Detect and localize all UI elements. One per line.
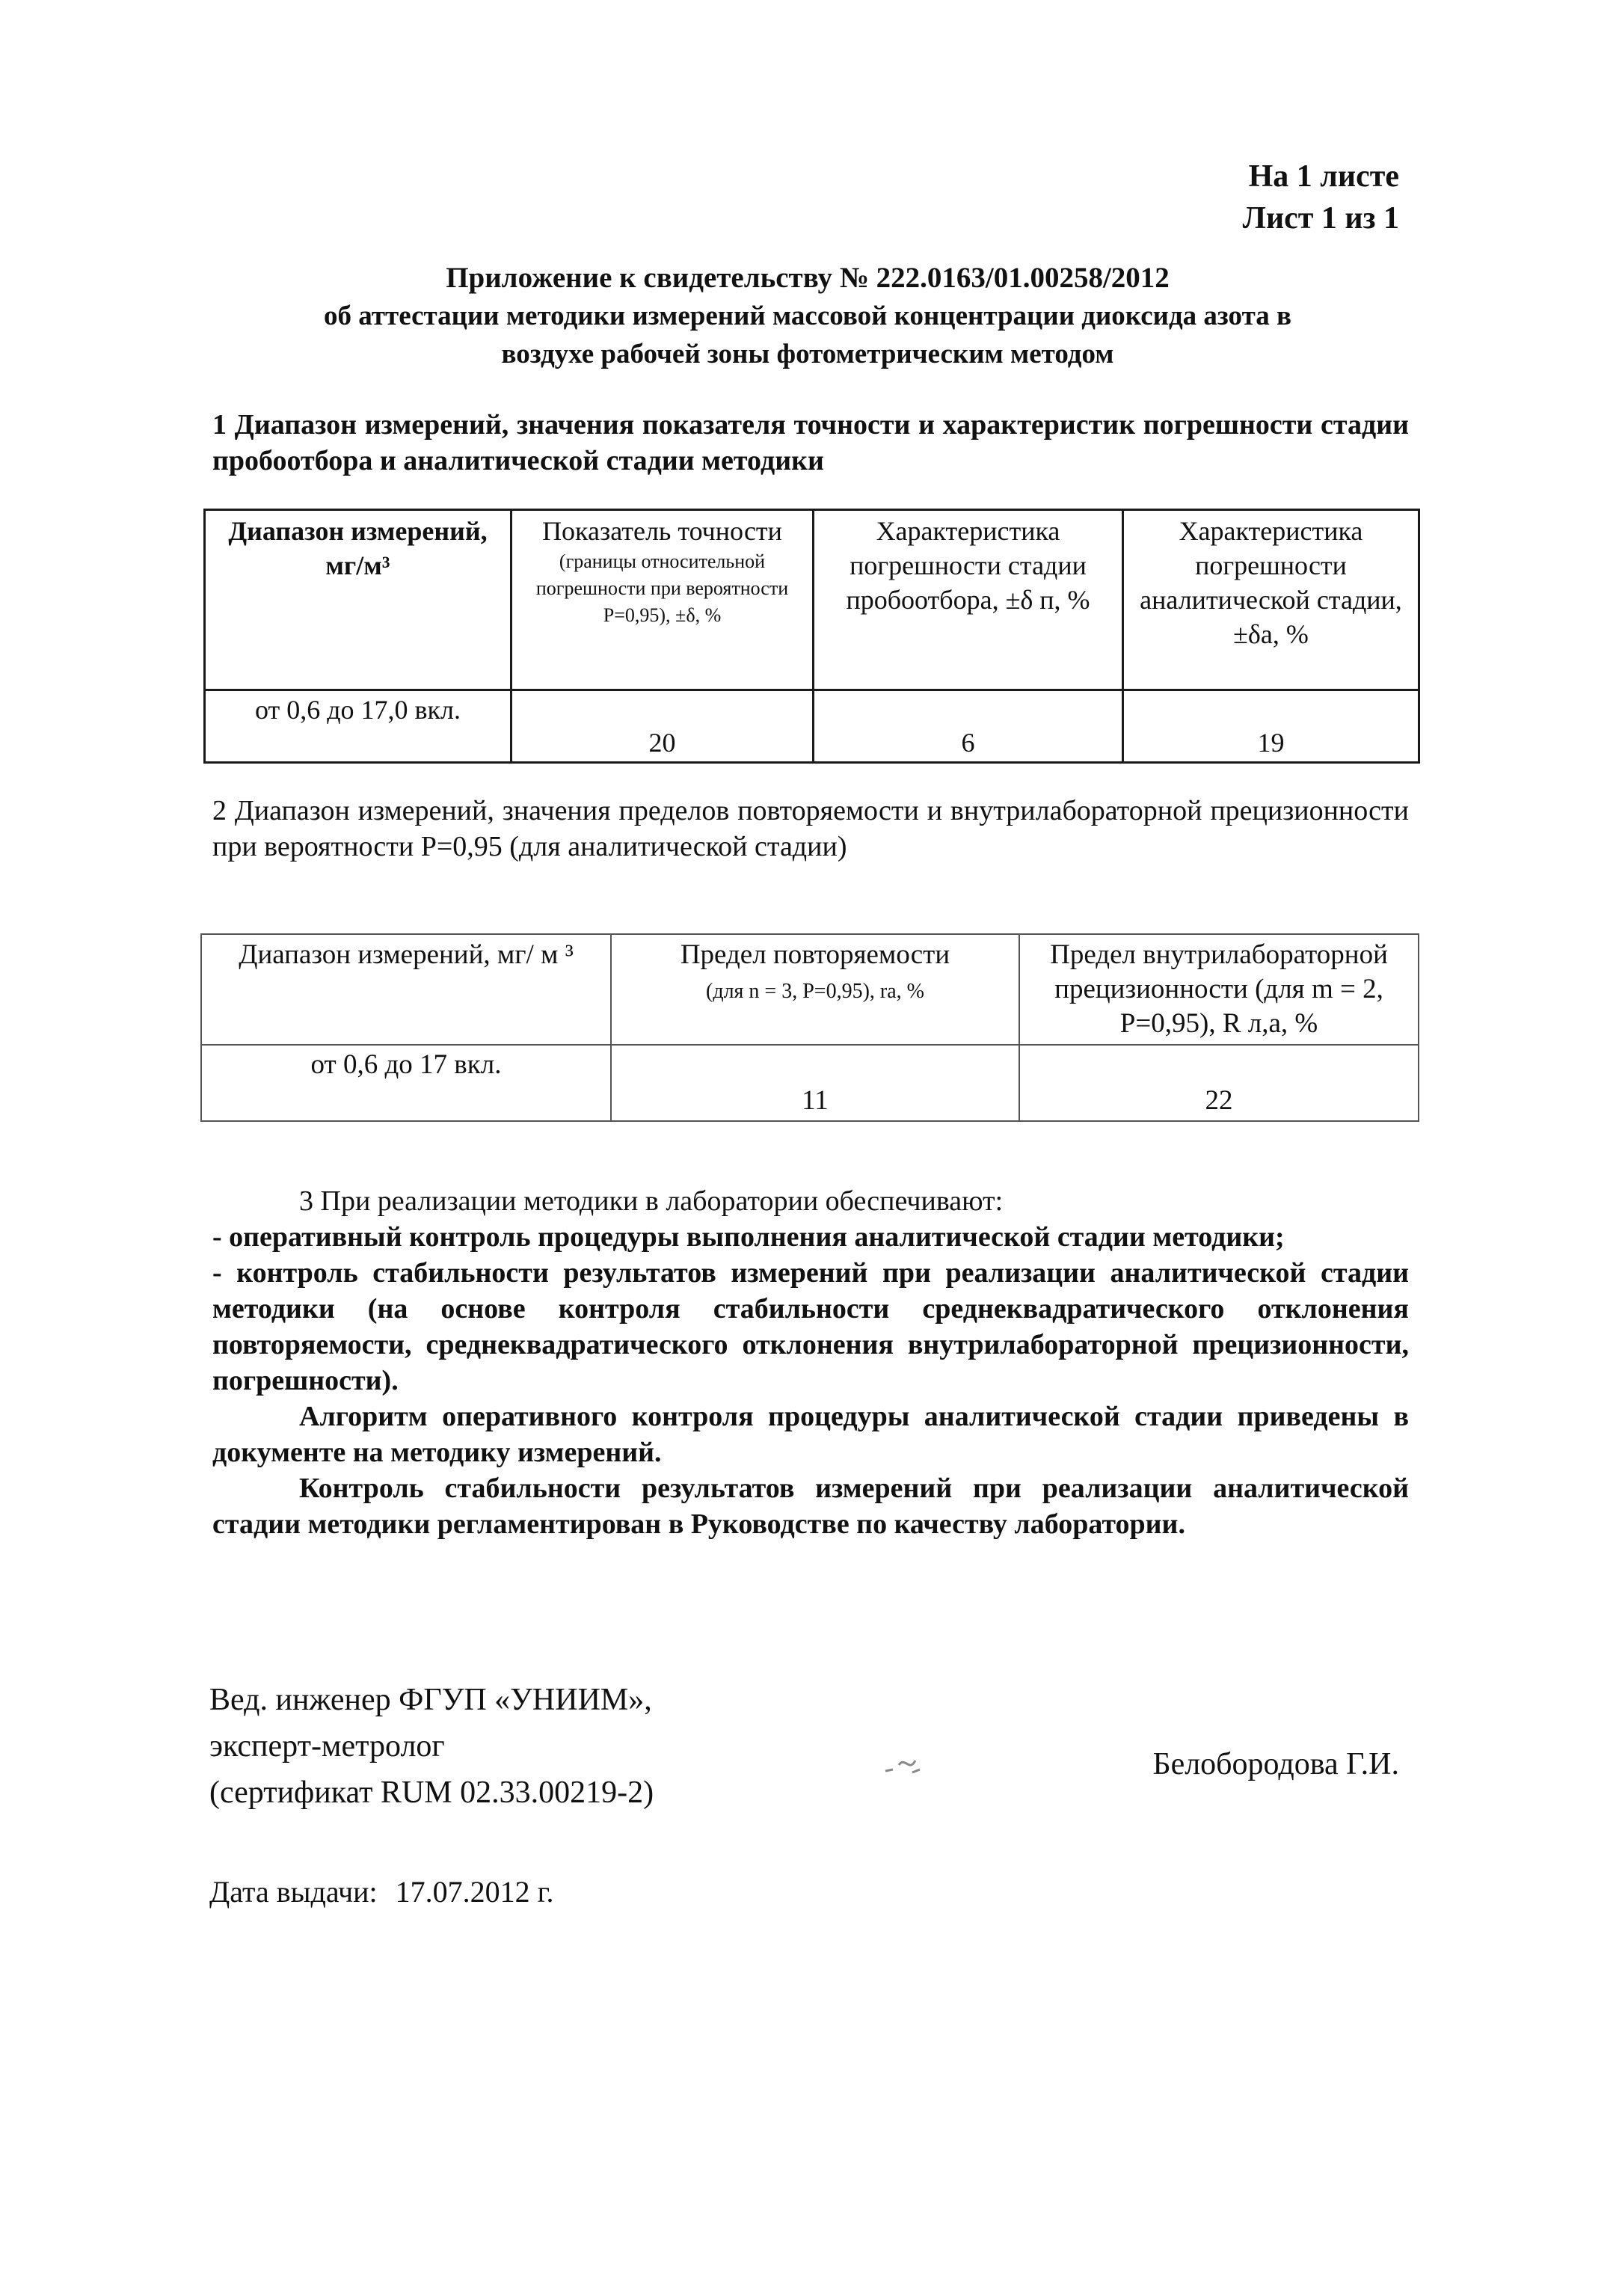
cell-range: от 0,6 до 17 вкл. (201, 1045, 611, 1121)
table-row (201, 1045, 1419, 1121)
cell-sampling: 6 (814, 690, 1123, 763)
section2-heading: 2 Диапазон измерений, значения пределов повторяемости и внутрилабораторной прецизионности при вероятности Р=0,95 (для аналитической стадии) (212, 795, 1409, 862)
header-sampling: Характеристика погрешности стадии пробоотбора, ±δ п, % (814, 510, 1123, 690)
title-line-2: об аттестации методики измерений массовой концентрации диоксида азота в (324, 301, 1291, 331)
signatory-position: Вед. инженер ФГУП «УНИИМ», (209, 1683, 652, 1717)
signatory-block (209, 1677, 654, 1816)
section3-item-1: - оперативный контроль процедуры выполнения аналитической стадии методики; (212, 1221, 1285, 1253)
issue-date-value: 17.07.2012 г. (395, 1875, 554, 1909)
table-header-row (201, 934, 1419, 1045)
header-accuracy (511, 510, 814, 690)
cell-accuracy: 20 (511, 690, 814, 763)
signatory-role: эксперт-метролог (209, 1729, 445, 1764)
header-analytical: Характеристика погрешности аналитической стадии, ±δа, % (1123, 510, 1419, 690)
precision-table (200, 933, 1419, 1122)
document-title (209, 259, 1406, 373)
title-line-1: Приложение к свидетельству № 222.0163/01.00258/2012 (446, 262, 1170, 294)
header-range: Диапазон измерений, мг/м³ (205, 510, 511, 690)
cell-analytical: 19 (1123, 690, 1419, 763)
signature-mark (882, 1750, 927, 1780)
section3-para-2: Контроль стабильности результатов измерений при реализации аналитической стадии методики регламентирован в Руководстве по качеству лаборатории. (212, 1473, 1409, 1540)
sheet-number: Лист 1 из 1 (1242, 201, 1399, 236)
header-range: Диапазон измерений, мг/ м ³ (201, 934, 611, 1045)
signatory-certificate: (сертификат RUM 02.33.00219-2) (209, 1775, 654, 1810)
signatory-name: Белобородова Г.И. (1152, 1747, 1399, 1781)
table-row (205, 690, 1419, 763)
title-line-3: воздухе рабочей зоны фотометрическим методом (501, 339, 1114, 369)
cell-precision: 22 (1019, 1045, 1419, 1121)
accuracy-table (203, 509, 1420, 764)
header-repeatability (611, 934, 1019, 1045)
section3-para-1: Алгоритм оперативного контроля процедуры аналитической стадии приведены в документе на методику измерений. (212, 1401, 1409, 1468)
header-precision: Предел внутрилабораторной прецизионности (для m = 2, Р=0,95), R л,а, % (1019, 934, 1419, 1045)
issue-date-label: Дата выдачи: (209, 1875, 378, 1909)
sheet-info (1243, 156, 1399, 239)
section3-intro: 3 При реализации методики в лаборатории обеспечивают: (299, 1185, 1004, 1217)
section1-heading: 1 Диапазон измерений, значения показателя точности и характеристик погрешности стадии пробоотбора и аналитической стадии методики (212, 409, 1409, 476)
header-repeatability-main: Предел повторяемости (680, 939, 950, 970)
sheet-count: На 1 листе (1248, 159, 1399, 194)
header-repeatability-sub: (для n = 3, Р=0,95), rа, % (706, 980, 924, 1003)
section3-item-2: - контроль стабильности результатов измерений при реализации аналитической стадии методики (на основе контроля стабильности среднеквадратического отклонения повторяемости, среднеквадратического отклонения внутрилабораторной прецизионности, погрешности). (212, 1257, 1409, 1396)
cell-repeatability: 11 (611, 1045, 1019, 1121)
header-accuracy-main: Показатель точности (542, 516, 782, 546)
header-accuracy-sub: (границы относительной погрешности при вероятности Р=0,95), ±δ, % (535, 550, 789, 626)
table-header-row (205, 510, 1419, 690)
cell-range: от 0,6 до 17,0 вкл. (205, 690, 511, 763)
issue-date-block (209, 1871, 554, 1913)
